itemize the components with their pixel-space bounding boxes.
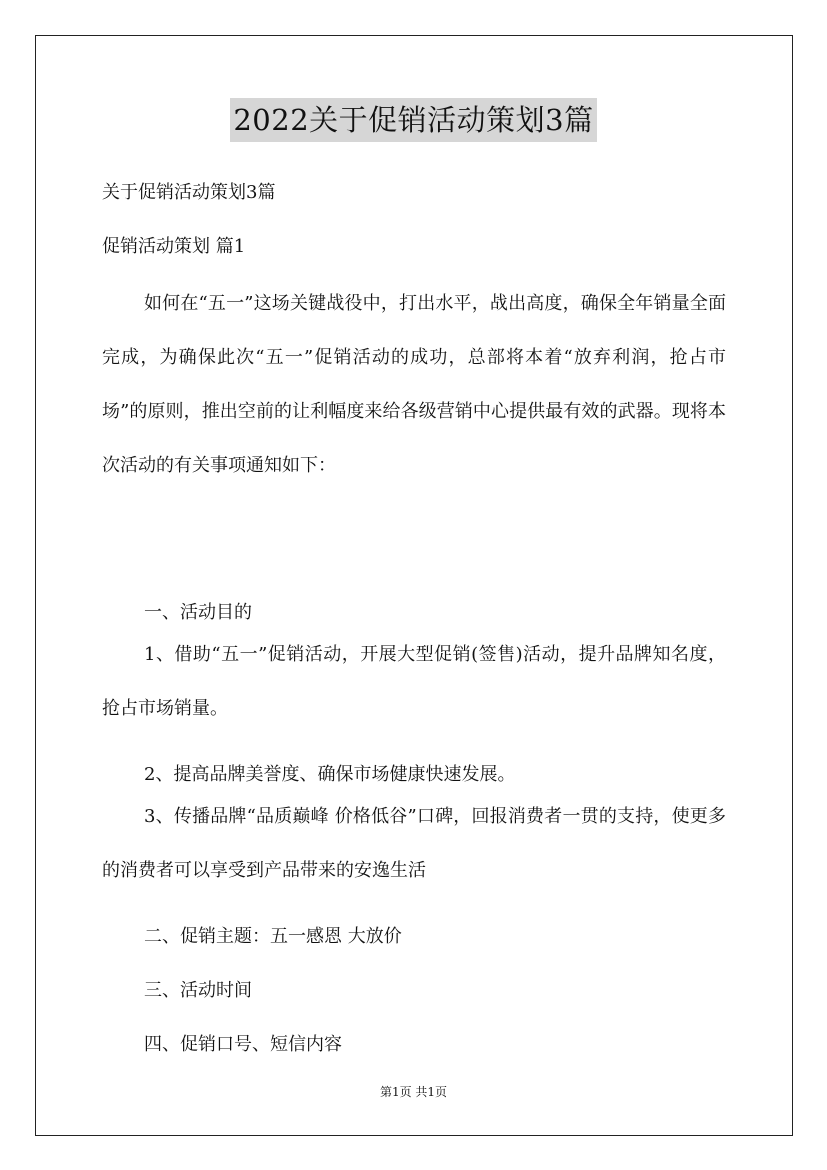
purpose-item-2: 2、提高品牌美誉度、确保市场健康快速发展。 <box>144 764 516 785</box>
heading-promotion-theme: 二、促销主题：五一感恩 大放价 <box>144 926 402 947</box>
heading-activity-purpose: 一、活动目的 <box>144 602 252 623</box>
purpose-item-1: 1、借助“五一”促销活动，开展大型促销(签售)活动，提升品牌知名度，抢占市场销量。 <box>102 644 726 719</box>
document-body <box>102 178 726 1060</box>
subtitle: 关于促销活动策划3篇 <box>102 182 276 203</box>
purpose-item-3: 3、传播品牌“品质巅峰 价格低谷”口碑，回报消费者一贯的支持，使更多的消费者可以享受到产品带来的安逸生活 <box>102 806 726 881</box>
heading-activity-time: 三、活动时间 <box>144 980 252 1001</box>
title-container <box>0 98 827 142</box>
document-title: 2022关于促销活动策划3篇 <box>230 98 596 142</box>
section-heading: 促销活动策划 篇1 <box>102 236 246 257</box>
heading-slogan-sms: 四、促销口号、短信内容 <box>144 1034 342 1055</box>
page-footer: 第1页 共1页 <box>379 1085 448 1099</box>
intro-paragraph: 如何在“五一”这场关键战役中，打出水平，战出高度，确保全年销量全面完成，为确保此次“五一”促销活动的成功，总部将本着“放弃利润，抢占市场”的原则，推出空前的让利幅度来给各级营销中心提供最有效的武器。现将本次活动的有关事项通知如下： <box>102 293 726 476</box>
